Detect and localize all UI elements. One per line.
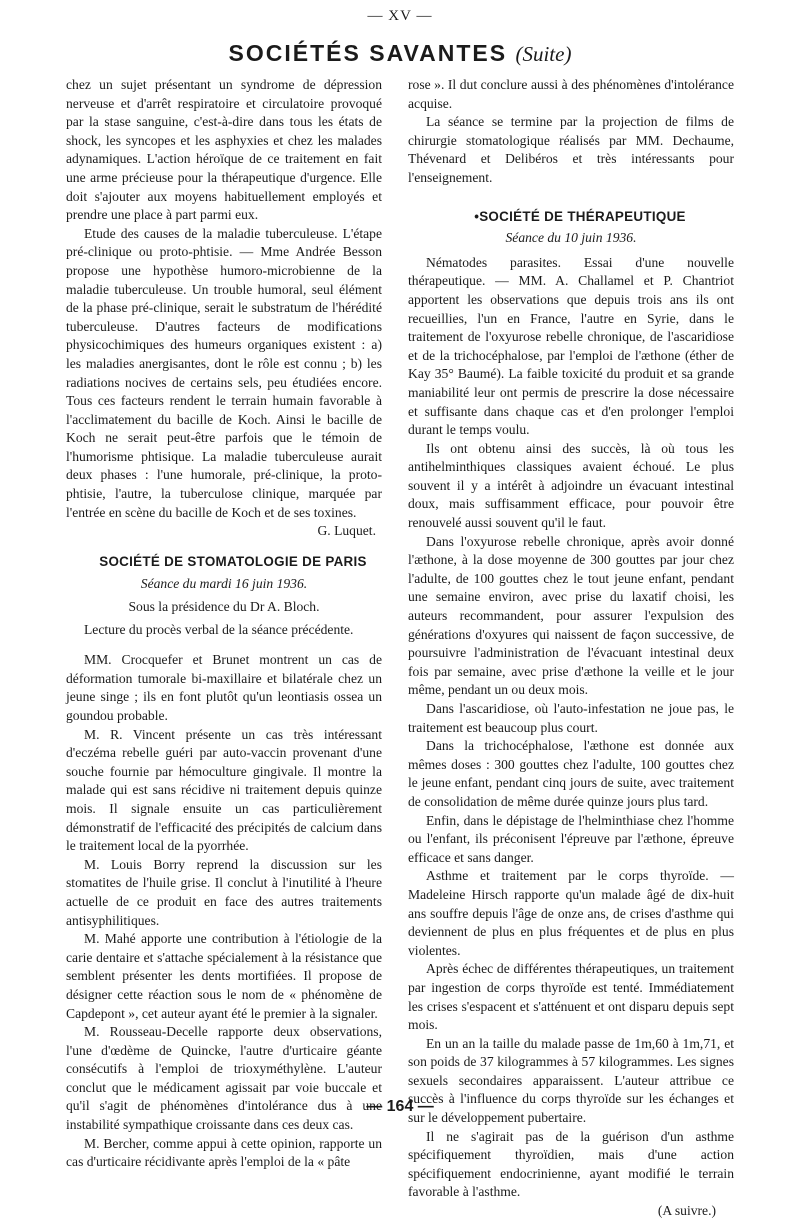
signature-luquet: G. Luquet. [317, 523, 376, 539]
paragraph-trichocephalose: Dans la trichocéphalose, l'æthone est donnée aux mêmes doses : 300 gouttes chez l'adulte, 100 gouttes chez le jeune enfant, pendant cinq jours de suite, avec traitement de consolidation de même durée quinze jours plus tard. [408, 738, 734, 809]
paragraph-oxyurose: Dans l'oxyurose rebelle chronique, après avoir donné l'æthone, à la dose moyenne de 300 gouttes par jour chez l'adulte, de 100 gouttes chez le tout jeune enfant, pendant une semaine environ, avec prise du laxatif choisi, les auteurs recommandent, pour assurer l'expulsion des générations d'oxyures qui naissent de façon successive, de poursuivre l'administration de l'évacuant intestinal deux fois par semaine, avec prise d'æthone la veille et le jour même, pendant un ou deux mois. [408, 533, 734, 698]
paragraph-bercher: M. Bercher, comme appui à cette opinion, rapporte un cas d'urticaire récidivante après l'emploi de la « pâte [66, 1135, 382, 1170]
left-column [66, 76, 382, 1172]
paragraph-etude-tuberculose: Etude des causes de la maladie tuberculeuse. L'étape pré-clinique ou proto-phtisie. — Mme Andrée Besson propose une hypothèse humoro-microbienne de la maladie tuberculeuse. Un trouble humoral, seul élément de la phase pré-clinique, serait le substratum de l'hérédité tuberculeuse. D'autres facteurs de modifications physicochimiques des humeurs organiques existent : a) les maladies anergisantes, dont le rôle est connu ; b) les radiations nocives de certains sels, peu étudiées encore. Tous ces facteurs rendent le terrain humain favorable à l'acclimatement du bacille de Koch. Ainsi le bacille de Koch ne serait peut-être parfois que le témoin de l'humorisme phtisique. La maladie tuberculeuse aurait deux phases : l'une humorale, pré-clinique, la proto-phtisie, l'autre, la tuberculose clinique, marquée par l'entrée en scène du bacille de Koch et de ses toxines. [66, 225, 382, 520]
folio-roman: — XV — [367, 8, 433, 24]
paragraph-intro: chez un sujet présentant un syndrome de dépression nerveuse et d'arrêt respiratoire et circulatoire provoqué par la stase sanguine, c'est-à-dire dans tous les états de shock, les syncopes et les asphyxies et chez les malades adynamiques. L'action héroïque de ce traitement en fait une arme précieuse pour la thérapeutique d'urgence. Elle doit s'ajouter aux moyens habituellement employés et prendre une place à part parmi eux. [66, 77, 382, 223]
running-head-suite: (Suite) [515, 42, 572, 66]
paragraph-asthme: Asthme et traitement par le corps thyroïde. — Madeleine Hirsch rapporte qu'un malade âgé de dix-huit ans souffre depuis l'âge de onze ans, de crises d'asthme qui deviennent de plus en plus fréquentes et de plus en plus violentes. [408, 868, 734, 958]
paragraph-taille: En un an la taille du malade passe de 1m,60 à 1m,71, et son poids de 37 kilogrammes à 57 kilogrammes. Les signes sexuels secondaires apparaissent. L'auteur attribue ce succès à l'influence du corps thyroïde sur les échanges et sur le développement pubertaire. [408, 1035, 734, 1126]
running-head-title: SOCIÉTÉS SAVANTES [228, 40, 508, 66]
paragraph-ascaridiose: Dans l'ascaridiose, où l'auto-infestation ne joue pas, le traitement est beaucoup plus court. [408, 701, 734, 735]
paragraph-guerison: Il ne s'agirait pas de la guérison d'un asthme spécifiquement thyroïdien, mais d'une action spécifiquement endocrinienne, ayant modifié le terrain favorable à l'asthme. [408, 1128, 734, 1200]
paragraph-nematodes: Nématodes parasites. Essai d'une nouvelle thérapeutique. — MM. A. Challamel et P. Chantriot apportent les observations que depuis trois ans ils ont recueillies, l'un en France, l'autre en Syrie, dans le traitement de l'oxyurose rebelle chronique, de l'ascaridiose et de la trichocéphalose, par l'emploi de l'æthone (éther de Kay 35° Baumé). La faible toxicité du produit et sa grande maniabilité leur ont permis de prescrire la dose nécessaire et suffisante dans chaque cas et d'en prolonger l'emploi durant le temps voulu. [408, 254, 734, 438]
paragraph-vincent: M. R. Vincent présente un cas très intéressant d'eczéma rebelle guéri par auto-vaccin provenant d'une souche fournie par hémoculture gingivale. Il montre la malade qui est sans récidive ni traitement depuis quinze mois. Il signale ensuite un cas particulièrement démonstratif de l'efficacité des précipités de calcium dans le traitement local de la pyorrhée. [66, 726, 382, 854]
paragraph-rose: rose ». Il dut conclure aussi à des phénomènes d'intolérance acquise. [408, 77, 734, 111]
section-heading-therapeutique: •SOCIÉTÉ DE THÉRAPEUTIQUE [474, 208, 686, 224]
running-head [0, 40, 800, 67]
paragraph-mahe: M. Mahé apporte une contribution à l'étiologie de la carie dentaire et s'attache spécialement à la résistance que semblent présenter les dents mortifiées. Il propose de désigner cette réaction sous le nom de « phénomène de Capdepont », cet auteur ayant été le premier à la signaler. [66, 931, 382, 1021]
a-suivre: (A suivre.) [657, 1203, 716, 1219]
paragraph-borry: M. Louis Borry reprend la discussion sur les stomatites de l'huile grise. Il conclut à l'inutilité à l'heure actuelle de ce produit en face des autres traitements antisyphilitiques. [66, 856, 382, 928]
paragraph-crocquefer: MM. Crocquefer et Brunet montrent un cas de déformation tumorale bi-maxillaire et bilatérale chez un jeune singe ; ils en font plutôt qu'un leontiasis ossea un goundou probable. [66, 652, 382, 723]
page-number: — 164 — [366, 1098, 434, 1115]
paragraph-apres-echec: Après échec de différentes thérapeutiques, un traitement par ingestion de corps thyroïde est tenté. Immédiatement les crises s'espacent et s'atténuent et ont disparu depuis sept mois. [408, 961, 734, 1033]
paragraph-films: La séance se termine par la projection de films de chirurgie stomatologique réalisés par MM. Dechaume, Thévenard et Delibéros et très intéressants pour l'enseignement. [408, 114, 734, 185]
paragraph-succes: Ils ont obtenu ainsi des succès, là où tous les antihelminthiques classiques avaient échoué. Le plus souvent il y a intérêt à adjoindre un évacuant intestinal doux, mais suffisamment efficace, pour pouvoir être renouvelé aussi souvent qu'il le faut. [408, 440, 734, 531]
paragraph-enfin: Enfin, dans le dépistage de l'helminthiase chez l'homme ou l'enfant, ils préconisent l'épreuve par l'æthone, épreuve efficace et sans danger. [408, 812, 734, 865]
seance-therapeutique: Séance du 10 juin 1936. [505, 230, 637, 246]
section-heading-stomatologie: SOCIÉTÉ DE STOMATOLOGIE DE PARIS [99, 553, 367, 569]
seance-stomatologie: Séance du mardi 16 juin 1936. [140, 576, 308, 592]
paragraph-rousseau: M. Rousseau-Decelle rapporte deux observations, l'une d'œdème de Quincke, l'autre d'urticaire géante consécutifs à l'emploi de trioxyméthylène. L'auteur conclut que le médicament agissait par voie buccale et qu'il s'agit de phénomènes d'intolérance dus à une instabilité sympathique croissante dans ces deux cas. [66, 1024, 382, 1133]
right-column [408, 76, 734, 1221]
lecture-line: Lecture du procès verbal de la séance précédente. [84, 621, 354, 637]
presidence-line: Sous la présidence du Dr A. Bloch. [128, 599, 320, 615]
